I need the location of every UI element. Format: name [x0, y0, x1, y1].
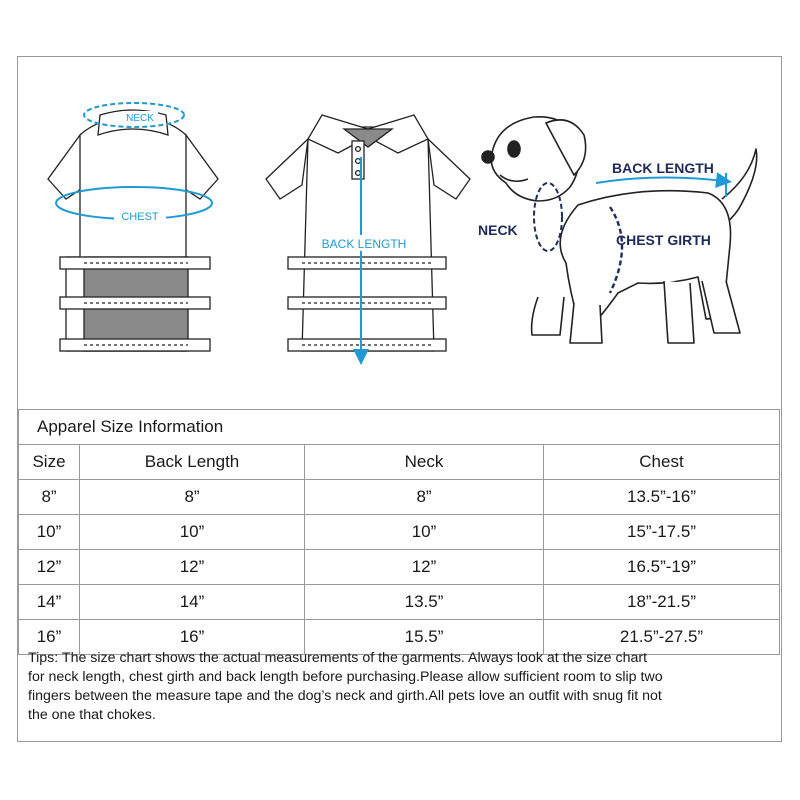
- cell-back-length: 8”: [80, 480, 305, 515]
- dog-neck-label: NECK: [478, 222, 518, 238]
- measurement-illustration: [18, 57, 780, 409]
- cell-neck: 12”: [305, 550, 544, 585]
- size-chart-frame: [17, 56, 782, 742]
- tips-line: for neck length, chest girth and back length before purchasing.Please allow sufficient room to slip two: [28, 669, 663, 685]
- cell-chest: 18”-21.5”: [544, 585, 780, 620]
- cell-chest: 13.5”-16”: [544, 480, 780, 515]
- measurement-illustration-svg: [18, 57, 780, 409]
- cell-size: 14”: [19, 585, 80, 620]
- table-row: [19, 515, 780, 550]
- size-table: [18, 409, 780, 655]
- tips-line: the one that chokes.: [28, 707, 156, 723]
- front-chest-label: CHEST: [121, 211, 159, 223]
- cell-size: 12”: [19, 550, 80, 585]
- cell-neck: 10”: [305, 515, 544, 550]
- cell-chest: 21.5”-27.5”: [544, 620, 780, 655]
- cell-neck: 8”: [305, 480, 544, 515]
- cell-size: 8”: [19, 480, 80, 515]
- cell-neck: 15.5”: [305, 620, 544, 655]
- back-shirt-drawing: [266, 115, 470, 351]
- cell-back-length: 10”: [80, 515, 305, 550]
- table-row: [19, 550, 780, 585]
- cell-back-length: 12”: [80, 550, 305, 585]
- back-shirt-back-length-label: BACK LENGTH: [321, 237, 407, 251]
- tips-line: fingers between the measure tape and the dog’s neck and girth.All pets love an outfit with snug fit not: [28, 688, 662, 704]
- table-row: [19, 585, 780, 620]
- cell-neck: 13.5”: [305, 585, 544, 620]
- cell-size: 10”: [19, 515, 80, 550]
- cell-chest: 15”-17.5”: [544, 515, 780, 550]
- tips-text: [28, 649, 773, 725]
- table-header-row: [19, 445, 780, 480]
- cell-back-length: 16”: [80, 620, 305, 655]
- cell-chest: 16.5”-19”: [544, 550, 780, 585]
- table-title: Apparel Size Information: [19, 410, 780, 445]
- tips-line: Tips: The size chart shows the actual measurements of the garments. Always look at the size chart: [28, 650, 648, 666]
- cell-back-length: 14”: [80, 585, 305, 620]
- front-shirt-drawing: [48, 110, 218, 351]
- table-row: [19, 480, 780, 515]
- front-neck-label: NECK: [126, 113, 154, 124]
- dog-chest-girth-label: CHEST GIRTH: [616, 232, 711, 248]
- dog-back-length-label: BACK LENGTH: [612, 160, 714, 176]
- header-size: Size: [19, 445, 80, 480]
- table-title-row: [19, 410, 780, 445]
- header-neck: Neck: [305, 445, 544, 480]
- header-chest: Chest: [544, 445, 780, 480]
- cell-size: 16”: [19, 620, 80, 655]
- header-back-length: Back Length: [80, 445, 305, 480]
